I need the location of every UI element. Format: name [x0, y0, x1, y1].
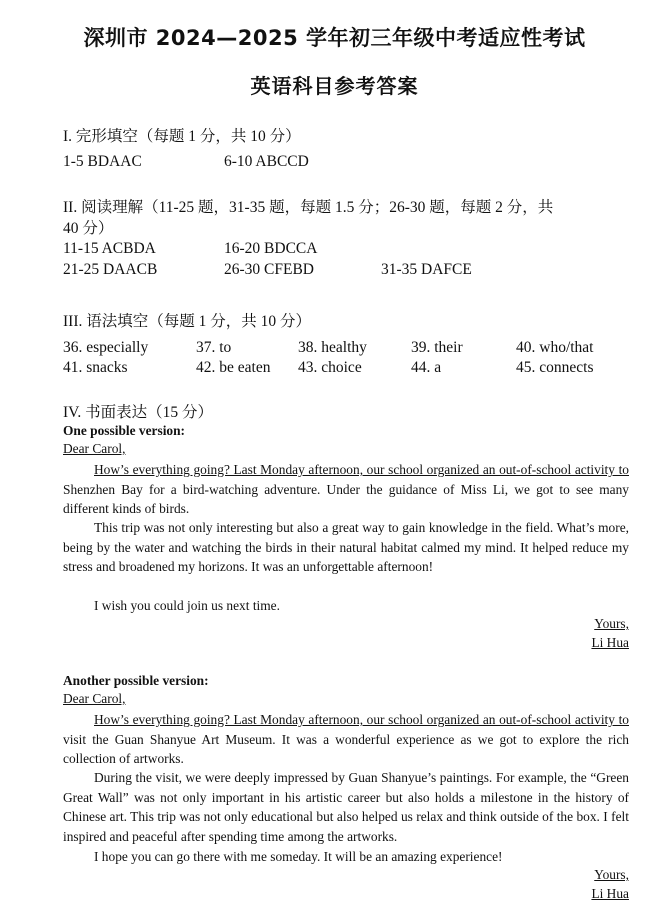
- version2-greeting: Dear Carol,: [63, 691, 126, 706]
- version1-paragraph1: [63, 460, 629, 519]
- version1-signature: Li Hua: [591, 635, 629, 650]
- version2-given-opening: How’s everything going? Last Monday afternoon, our school organized an out-of-school activity to: [94, 712, 629, 727]
- document-subtitle: 英语科目参考答案: [250, 74, 419, 98]
- answer-item: 39. their: [411, 339, 463, 356]
- answer-group: 6-10 ABCCD: [224, 153, 309, 170]
- answer-item: 36. especially: [63, 339, 149, 356]
- section2-heading-cont: 40 分）: [63, 220, 114, 237]
- version2-label: Another possible version:: [63, 673, 209, 688]
- version1-paragraph3: I wish you could join us next time.: [94, 598, 280, 613]
- version1-paragraph2: This trip was not only interesting but also a great way to gain knowledge in the field. What’s more, being by the water and watching the birds in their natural habitat calmed my mind. It helped reduce my stress and broadened my horizons. It was an unforgettable afternoon!: [63, 520, 629, 575]
- answer-group: 31-35 DAFCE: [381, 261, 472, 278]
- answer-item: 44. a: [411, 359, 442, 376]
- answer-item: 38. healthy: [298, 339, 367, 356]
- answer-group: 26-30 CFEBD: [224, 261, 314, 278]
- section4-heading: IV. 书面表达（15 分）: [63, 404, 213, 421]
- version2-paragraph1-rest: visit the Guan Shanyue Art Museum. It was a wonderful experience as we got to explore the rich collection of artworks.: [63, 731, 629, 767]
- version2-paragraph2: During the visit, we were deeply impressed by Guan Shanyue’s paintings. For example, the “Green Great Wall” was not only important in his artistic career but also holds a milestone in the history of Chinese art. This trip was not only educational but also helped us relax and think outside of the box. I felt inspired and peaceful after spending time among the artworks.: [63, 770, 629, 844]
- version2-closing: Yours,: [594, 867, 629, 882]
- version1-label: One possible version:: [63, 423, 186, 438]
- version1-given-opening: How’s everything going? Last Monday afternoon, our school organized an out-of-school activity to: [94, 462, 629, 477]
- answer-item: 43. choice: [298, 359, 362, 376]
- answer-group: 21-25 DAACB: [63, 261, 158, 278]
- answer-item: 45. connects: [516, 359, 594, 376]
- document-title: 深圳市 2024—2025 学年初三年级中考适应性考试: [83, 26, 586, 50]
- answer-item: 40. who/that: [516, 339, 594, 356]
- section2-heading: II. 阅读理解（11-25 题，31-35 题，每题 1.5 分；26-30 题，每题 2 分，共: [63, 199, 554, 216]
- section1-heading: I. 完形填空（每题 1 分，共 10 分）: [63, 128, 301, 145]
- answer-group: 1-5 BDAAC: [63, 153, 142, 170]
- answer-item: 41. snacks: [63, 359, 128, 376]
- answer-group: 16-20 BDCCA: [224, 240, 318, 257]
- answer-item: 37. to: [196, 339, 232, 356]
- version2-signature: Li Hua: [591, 886, 629, 901]
- section3-heading: III. 语法填空（每题 1 分，共 10 分）: [63, 313, 311, 330]
- version1-paragraph1-rest: Shenzhen Bay for a bird-watching adventure. Under the guidance of Miss Li, we got to see many different kinds of birds.: [63, 481, 629, 517]
- version2-paragraph3: I hope you can go there with me someday. It will be an amazing experience!: [94, 849, 503, 864]
- answer-item: 42. be eaten: [196, 359, 271, 376]
- version2-paragraph1: [63, 710, 629, 769]
- answer-group: 11-15 ACBDA: [63, 240, 156, 257]
- version1-greeting: Dear Carol,: [63, 441, 126, 456]
- version1-closing: Yours,: [594, 616, 629, 631]
